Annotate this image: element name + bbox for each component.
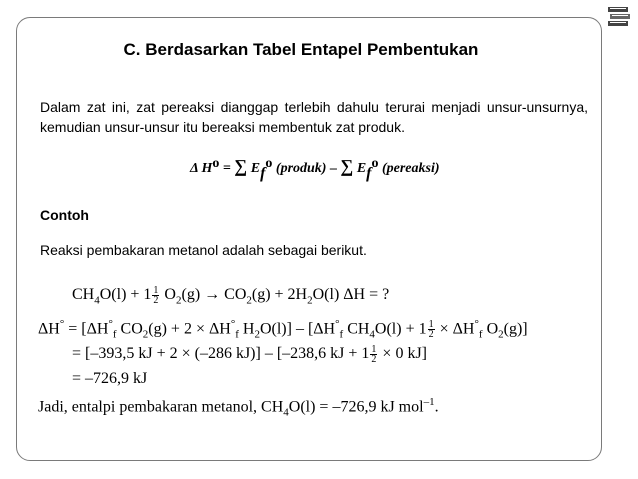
- slide-frame: [16, 17, 602, 461]
- reaction-equation: $CH_4O(l) + 1$ $\frac{1}{2}$ $O_2(g) \to CO_2(g) + 2H_2O(l) \Delta H$ = ?: [72, 285, 390, 307]
- enthalpy-formula: Δ Ho = ∑ Efo (produk) – ∑ Efo (pereaksi): [190, 156, 440, 182]
- calc-line-3: = –726,9 kJ: [72, 370, 148, 387]
- example-intro: Reaksi pembakaran metanol adalah sebagai berikut.: [40, 242, 367, 258]
- page-title: C. Berdasarkan Tabel Entapel Pembentukan: [123, 40, 479, 59]
- intro-paragraph: Dalam zat ini, zat pereaksi dianggap terlebih dahulu terurai menjadi unsur-unsurnya, kemudian unsur-unsur itu bereaksi membentuk zat produk.: [40, 99, 588, 135]
- calc-line-1: $\Delta H^\circ = [\Delta H^\circ_f$ $CO_2(g) + 2 \times \Delta H^\circ_f$ $H_2O(l)] - [\Delta H^\circ_f$ $CH_4O(l) + 1$ $\frac{1}{2}$ × $\Delta H^\circ_f$ $O_2(g)$]: [38, 318, 528, 341]
- calc-line-2: = [–393,5 kJ + 2 × (–286 kJ)] – [–238,6 kJ + 1 $\frac{1}{2}$ × 0 kJ]: [72, 344, 427, 365]
- contoh-heading: Contoh: [40, 207, 89, 223]
- book-stack-icon: [606, 4, 632, 30]
- conclusion-line: Jadi, entalpi pembakaran metanol, $CH_4O(l) = -726,9$ kJ mol$^{-1}$.: [38, 396, 439, 419]
